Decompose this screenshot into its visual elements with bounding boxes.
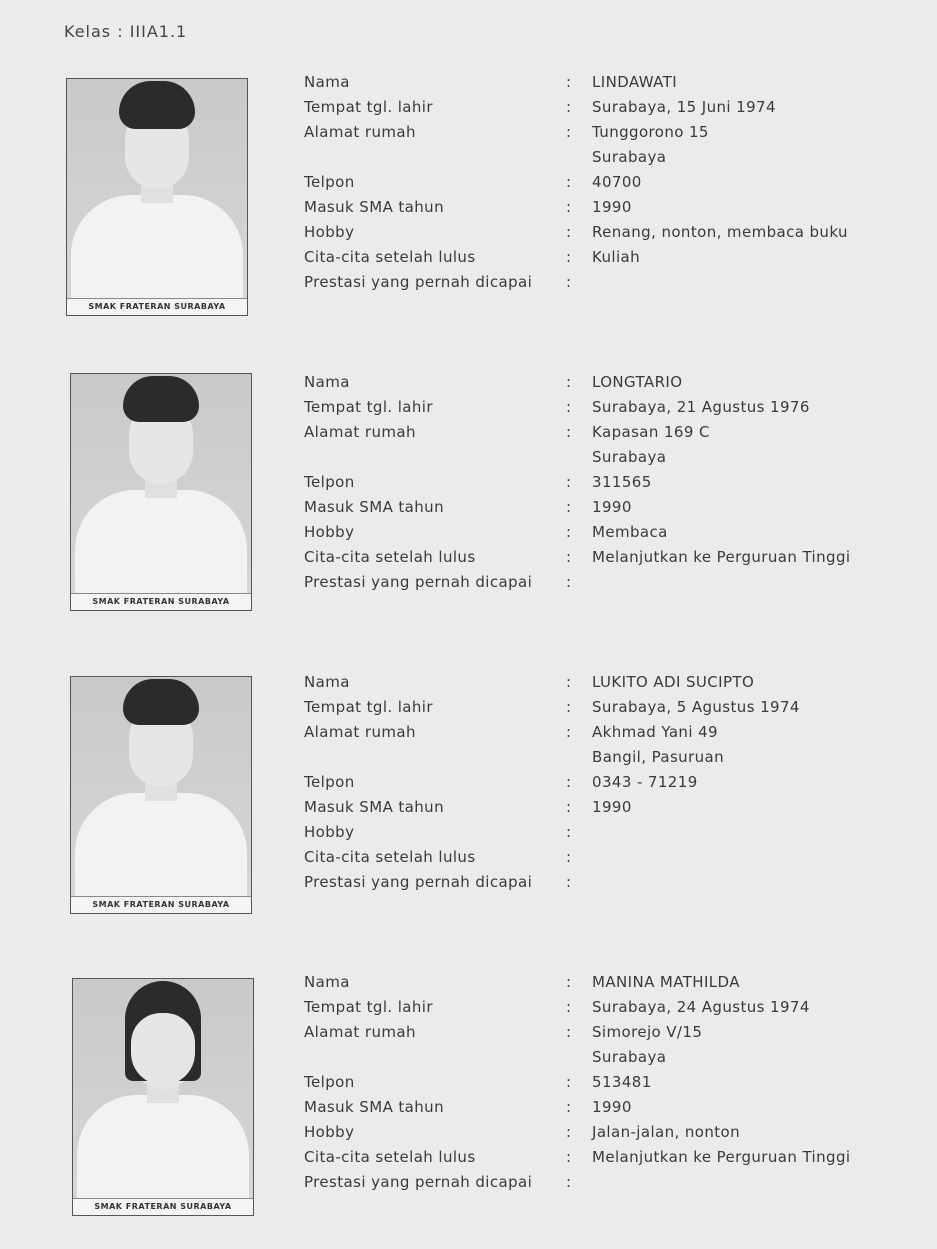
field-address: Alamat rumah : Kapasan 169 C: [304, 423, 710, 441]
student-fields: [304, 670, 904, 895]
field-address: Alamat rumah : Tunggorono 15: [304, 123, 709, 141]
field-address-line2: Surabaya: [592, 148, 667, 166]
field-address-line2: Surabaya: [592, 1048, 667, 1066]
photo-caption: SMAK FRATERAN SURABAYA: [67, 298, 247, 315]
student-photo: [70, 373, 252, 611]
field-phone: Telpon : 0343 - 71219: [304, 773, 698, 791]
student-photo: [72, 978, 254, 1216]
field-name: Nama : MANINA MATHILDA: [304, 970, 904, 995]
student-fields: [304, 370, 904, 595]
field-name: Nama : LONGTARIO: [304, 370, 904, 395]
field-address-line2: Surabaya: [592, 448, 667, 466]
student-fields: [304, 970, 904, 1195]
field-entry-year: Masuk SMA tahun : 1990: [304, 1098, 632, 1116]
field-goal: Cita-cita setelah lulus :: [304, 848, 572, 866]
field-achievement: Prestasi yang pernah dicapai :: [304, 573, 572, 591]
field-achievement: Prestasi yang pernah dicapai :: [304, 873, 572, 891]
field-phone: Telpon : 513481: [304, 1073, 652, 1091]
student-name: LUKITO ADI SUCIPTO: [592, 673, 755, 691]
field-hobby: Hobby : Membaca: [304, 523, 668, 541]
field-name: Nama : LUKITO ADI SUCIPTO: [304, 670, 904, 695]
field-goal: Cita-cita setelah lulus : Melanjutkan ke Perguruan Tinggi: [304, 548, 851, 566]
class-label: Kelas : IIIA1.1: [64, 22, 188, 41]
student-name: MANINA MATHILDA: [592, 973, 740, 991]
student-name: LONGTARIO: [592, 373, 683, 391]
field-entry-year: Masuk SMA tahun : 1990: [304, 498, 632, 516]
field-entry-year: Masuk SMA tahun : 1990: [304, 198, 632, 216]
student-entry: [0, 70, 937, 330]
field-hobby: Hobby :: [304, 823, 572, 841]
photo-caption: SMAK FRATERAN SURABAYA: [71, 593, 251, 610]
field-address-line2: Bangil, Pasuruan: [592, 748, 725, 766]
student-name: LINDAWATI: [592, 73, 678, 91]
student-photo: [66, 78, 248, 316]
field-address: Alamat rumah : Akhmad Yani 49: [304, 723, 718, 741]
field-birth: Tempat tgl. lahir : Surabaya, 24 Agustus 1974: [304, 998, 810, 1016]
field-phone: Telpon : 40700: [304, 173, 642, 191]
student-fields: [304, 70, 904, 295]
field-achievement: Prestasi yang pernah dicapai :: [304, 273, 572, 291]
student-photo: [70, 676, 252, 914]
field-birth: Tempat tgl. lahir : Surabaya, 5 Agustus 1974: [304, 698, 800, 716]
field-achievement: Prestasi yang pernah dicapai :: [304, 1173, 572, 1191]
field-address: Alamat rumah : Simorejo V/15: [304, 1023, 703, 1041]
field-birth: Tempat tgl. lahir : Surabaya, 15 Juni 1974: [304, 98, 776, 116]
field-goal: Cita-cita setelah lulus : Melanjutkan ke Perguruan Tinggi: [304, 1148, 851, 1166]
field-hobby: Hobby : Renang, nonton, membaca buku: [304, 223, 848, 241]
student-entry: [0, 370, 937, 630]
field-goal: Cita-cita setelah lulus : Kuliah: [304, 248, 641, 266]
field-entry-year: Masuk SMA tahun : 1990: [304, 798, 632, 816]
photo-caption: SMAK FRATERAN SURABAYA: [73, 1198, 253, 1215]
field-name: Nama : LINDAWATI: [304, 70, 904, 95]
field-birth: Tempat tgl. lahir : Surabaya, 21 Agustus 1976: [304, 398, 810, 416]
field-hobby: Hobby : Jalan-jalan, nonton: [304, 1123, 741, 1141]
field-phone: Telpon : 311565: [304, 473, 652, 491]
student-entry: [0, 670, 937, 930]
student-entry: [0, 970, 937, 1230]
photo-caption: SMAK FRATERAN SURABAYA: [71, 896, 251, 913]
